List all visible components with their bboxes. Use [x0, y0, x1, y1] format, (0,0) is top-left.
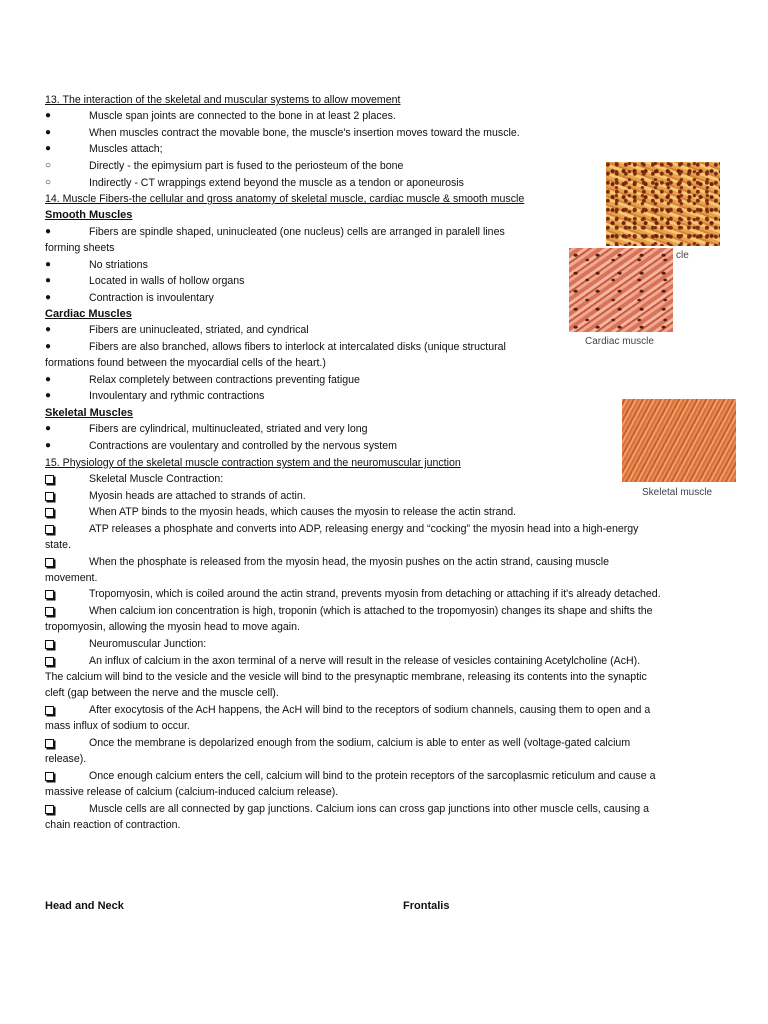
list-item: Tropomyosin, which is coiled around the actin strand, prevents myosin from detaching or attaching if it's already detached. — [89, 588, 661, 600]
bullet-dot: ● — [45, 275, 52, 286]
checkbox-icon — [45, 637, 85, 654]
bullet-dot: ● — [45, 390, 52, 401]
list-item: Relax completely between contractions preventing fatigue — [89, 374, 360, 386]
list-item-continuation: cleft (gap between the nerve and the muscle cell). — [45, 687, 279, 699]
list-item: Directly - the epimysium part is fused to the periosteum of the bone — [89, 160, 404, 172]
cardiac-muscle-image — [569, 248, 673, 332]
list-item: Muscles attach; — [89, 143, 163, 155]
list-item-continuation: state. — [45, 539, 71, 551]
skeletal-muscles-title: Skeletal Muscles — [45, 407, 134, 419]
bullet-dot: ● — [45, 324, 52, 335]
list-item: Contractions are voulentary and controlled by the nervous system — [89, 440, 397, 452]
list-item: Located in walls of hollow organs — [89, 275, 245, 287]
bullet-dot: ● — [45, 341, 52, 352]
bullet-dot: ● — [45, 226, 52, 237]
checkbox-icon — [45, 703, 85, 720]
list-item: After exocytosis of the AcH happens, the AcH will bind to the receptors of sodium channels, causing them to open and a — [89, 704, 651, 716]
section-15-heading: 15. Physiology of the skeletal muscle contraction system and the neuromuscular junction — [45, 457, 461, 469]
list-item: When ATP binds to the myosin heads, which causes the myosin to release the actin strand. — [89, 506, 517, 518]
smooth-muscle-image — [606, 162, 720, 246]
list-item: Fibers are also branched, allows fibers to interlock at intercalated disks (unique structural — [89, 341, 506, 353]
list-item: Indirectly - CT wrappings extend beyond the muscle as a tendon or aponeurosis — [89, 177, 464, 189]
bullet-circle: ○ — [45, 160, 52, 171]
checkbox-icon — [45, 736, 85, 753]
list-item: Fibers are uninucleated, striated, and cyndrical — [89, 324, 309, 336]
list-item: Muscle span joints are connected to the bone in at least 2 places. — [89, 110, 396, 122]
bullet-dot: ● — [45, 374, 52, 385]
smooth-muscles-title: Smooth Muscles — [45, 209, 133, 221]
section-13-heading: 13. The interaction of the skeletal and muscular systems to allow movement — [45, 94, 401, 106]
list-item: When the phosphate is released from the myosin head, the myosin pushes on the actin strand, causing muscle — [89, 556, 609, 568]
list-item: When calcium ion concentration is high, troponin (which is attached to the tropomyosin) changes its shape and shifts the — [89, 605, 653, 617]
list-item: Contraction is invoulentary — [89, 292, 214, 304]
list-item-continuation: movement. — [45, 572, 98, 584]
checkbox-icon — [45, 489, 85, 506]
list-item-continuation: The calcium will bind to the vesicle and the vesicle will bind to the presynaptic membrane, releasing its contents into the synaptic — [45, 671, 647, 683]
bullet-dot: ● — [45, 127, 52, 138]
head-and-neck-label: Head and Neck — [45, 900, 124, 912]
cardiac-muscles-title: Cardiac Muscles — [45, 308, 132, 320]
list-item: An influx of calcium in the axon terminal of a nerve will result in the release of vesicles containing Acetylcholine (AcH). — [89, 655, 641, 667]
skeletal-muscle-image — [622, 399, 736, 482]
checkbox-icon — [45, 802, 85, 819]
list-item: Fibers are spindle shaped, uninucleated (one nucleus) cells are arranged in paralell lines — [89, 226, 505, 238]
list-item: Neuromuscular Junction: — [89, 638, 207, 650]
list-item: Myosin heads are attached to strands of actin. — [89, 490, 306, 502]
bullet-dot: ● — [45, 143, 52, 154]
smooth-muscle-caption: cle — [676, 250, 689, 261]
bullet-dot: ● — [45, 259, 52, 270]
bullet-dot: ● — [45, 423, 52, 434]
list-item-continuation: formations found between the myocardial cells of the heart.) — [45, 357, 326, 369]
frontalis-label: Frontalis — [403, 900, 450, 912]
list-item-continuation: massive release of calcium (calcium-induced calcium release). — [45, 786, 339, 798]
checkbox-icon — [45, 587, 85, 604]
list-item: ATP releases a phosphate and converts into ADP, releasing energy and “cocking” the myosin head into a high-energy — [89, 523, 639, 535]
checkbox-icon — [45, 522, 85, 539]
list-item: When muscles contract the movable bone, the muscle's insertion moves toward the muscle. — [89, 127, 520, 139]
list-item: Fibers are cylindrical, multinucleated, striated and very long — [89, 423, 368, 435]
checkbox-icon — [45, 472, 85, 489]
list-item-continuation: chain reaction of contraction. — [45, 819, 181, 831]
checkbox-icon — [45, 604, 85, 621]
list-item-continuation: mass influx of sodium to occur. — [45, 720, 190, 732]
list-item-continuation: release). — [45, 753, 87, 765]
checkbox-icon — [45, 505, 85, 522]
skeletal-muscle-caption: Skeletal muscle — [642, 487, 713, 498]
bullet-dot: ● — [45, 440, 52, 451]
bullet-circle: ○ — [45, 177, 52, 188]
list-item: Muscle cells are all connected by gap junctions. Calcium ions can cross gap junctions into other muscle cells, causing a — [89, 803, 649, 815]
bullet-dot: ● — [45, 292, 52, 303]
list-item: Invoulentary and rythmic contractions — [89, 390, 265, 402]
list-item: Once the membrane is depolarized enough from the sodium, calcium is able to enter as well (voltage-gated calcium — [89, 737, 631, 749]
list-item: No striations — [89, 259, 148, 271]
checkbox-icon — [45, 769, 85, 786]
list-item-continuation: forming sheets — [45, 242, 115, 254]
list-item: Once enough calcium enters the cell, calcium will bind to the protein receptors of the sarcoplasmic reticulum and cause a — [89, 770, 656, 782]
bullet-dot: ● — [45, 110, 52, 121]
checkbox-icon — [45, 654, 85, 671]
list-item: Skeletal Muscle Contraction: — [89, 473, 224, 485]
list-item-continuation: tropomyosin, allowing the myosin head to move again. — [45, 621, 300, 633]
checkbox-icon — [45, 555, 85, 572]
cardiac-muscle-caption: Cardiac muscle — [585, 336, 654, 347]
section-14-heading: 14. Muscle Fibers-the cellular and gross anatomy of skeletal muscle, cardiac muscle & smooth muscle — [45, 193, 525, 205]
